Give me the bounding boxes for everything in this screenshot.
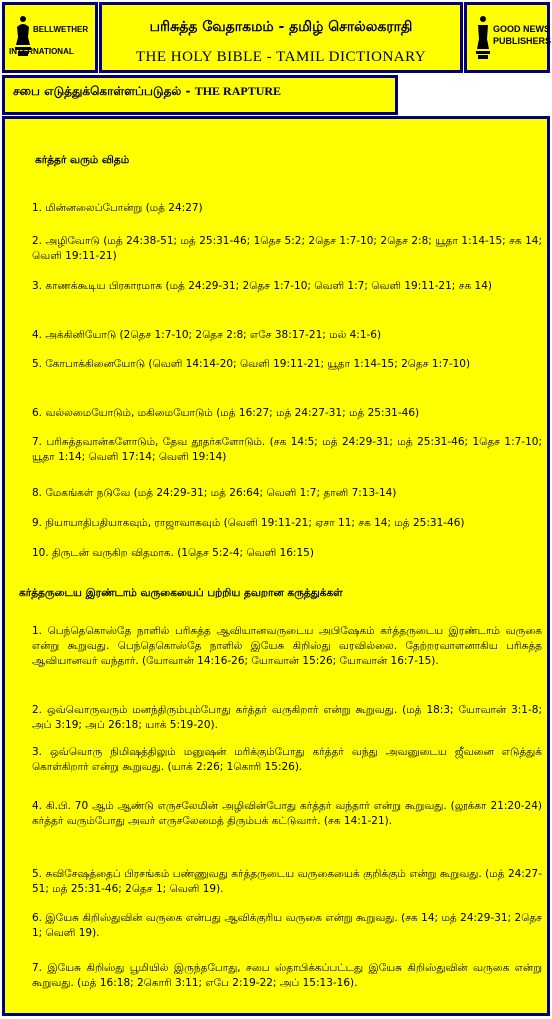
list-item: 7. இயேசு கிறிஸ்து பூமியில் இருந்தபோது, சபை ஸ்தாபிக்கப்பட்டது இயேசு கிறிஸ்துவின் வருகை என்று கூறுவது. (மத் 16:18; 2கொரி 3:11; எபே 2:19-22; அப் 15:13-16). — [32, 962, 542, 989]
left-logo-panel — [2, 2, 98, 73]
topic-english: THE RAPTURE — [194, 84, 282, 98]
title-panel — [99, 2, 463, 73]
list-item: 3. காணக்கூடிய பிரகாரமாக (மத் 24:29-31; 2தெச 1:7-10; வெளி 1:7; வெளி 19:11-21; சக 14) — [32, 280, 492, 292]
list-item: 1. மின்னலைப்போன்று (மத் 24:27) — [32, 202, 203, 214]
list-item: 2. அழிவோடு (மத் 24:38-51; மத் 25:31-46; 1தெச 5:2; 2தெச 1:7-10; 2தெச 2:8; யூதா 1:14-15; சக 14; வெளி 19:11-21) — [32, 235, 542, 262]
right-logo-line2: PUBLISHERS — [493, 36, 552, 46]
list-item: 3. ஒவ்வொரு நிமிஷத்திலும் மனுஷன் மரிக்கும்போது கர்த்தர் வந்து அவனுடைய ஜீவனை எடுத்துக் கொள்கிறார் என்று கூறுவது. (யாக் 2:26; 1கொரி 15:26). — [32, 746, 542, 773]
list-item: 1. பெந்தெகொஸ்தே நாளில் பரிசுத்த ஆவியானவருடைய அபிஷேகம் கர்த்தருடைய இரண்டாம் வருகை என்று கூறுவது. பெந்தெகொஸ்தே நாளில் இயேசு கிறிஸ்து வரவில்லை. தேற்றரவாளனாகிய பரிசுத்த ஆவியானவர் வந்தார். (யோவான் 14:16-26; யோவான் 15:26; யோவான் 16:7-15). — [32, 625, 542, 667]
title-tamil: பரிசுத்த வேதாகமம் - தமிழ் சொல்லகராதி — [149, 19, 413, 35]
list-item: 6. இயேசு கிறிஸ்துவின் வருகை என்பது ஆவிக்குரிய வருகை என்று கூறுவது. (சக 14; மத் 24:29-31; 2தெச 1; வெளி 19). — [32, 912, 542, 939]
left-logo-line1: BELLWETHER — [33, 25, 89, 34]
list-item: 5. கோபாக்கினையோடு (வெளி 14:14-20; வெளி 19:11-21; யூதா 1:14-15; 2தெச 1:7-10) — [32, 358, 471, 370]
list-item: 8. மேகங்கள் நடுவே (மத் 24:29-31; மத் 26:64; வெளி 1:7; தானி 7:13-14) — [32, 487, 397, 499]
list-item: 6. வல்லமையோடும், மகிமையோடும் (மத் 16:27; மத் 24:27-31; மத் 25:31-46) — [32, 407, 420, 419]
section1-title: கர்த்தர் வரும் விதம் — [35, 154, 130, 166]
list-item: 10. திருடன் வருகிற விதமாக. (1தெச 5:2-4; வெளி 16:15) — [32, 547, 314, 559]
list-item: 4. அக்கினியோடு (2தெச 1:7-10; 2தெச 2:8; எசே 38:17-21; மல் 4:1-6) — [32, 329, 382, 341]
list-item: 4. கி.பி. 70 ஆம் ஆண்டு எருசலேமின் அழிவின்போது கர்த்தர் வந்தார் என்று கூறுவது. (லூக்கா 21:20-24) கர்த்தர் வரும்போது அவர் எருசலேமைத் திரும்பக் கட்டுவார். (சக 14:1-21). — [32, 800, 542, 827]
topic-panel — [2, 75, 398, 115]
right-logo-line1: GOOD NEWS — [493, 24, 551, 34]
right-logo-panel — [464, 2, 550, 73]
section2-title: கர்த்தருடைய இரண்டாம் வருகையைப் பற்றிய தவறான கருத்துக்கள் — [19, 587, 343, 599]
title-english: THE HOLY BIBLE - TAMIL DICTIONARY — [135, 49, 427, 65]
list-item: 9. நியாயாதிபதியாகவும், ராஜாவாகவும் (வெளி 19:11-21; ஏசா 11; சக 14; மத் 25:31-46) — [32, 517, 465, 529]
list-item: 5. சுவிசேஷத்தைப் பிரசங்கம் பண்ணுவது கர்த்தருடைய வருகையைக் குறிக்கும் என்று கூறுவது. (மத் 24:27-51; மத் 25:31-46; 2தெச 1; வெளி 19). — [32, 868, 542, 895]
left-logo-line2: INTERNATIONAL — [9, 47, 74, 56]
content-panel — [2, 116, 550, 1016]
good-news-logo-icon — [475, 15, 491, 59]
topic-title — [13, 84, 281, 100]
list-item: 7. பரிசுத்தவான்களோடும், தேவ தூதர்களோடும். (சக 14:5; மத் 24:29-31; மத் 25:31-46; 1தெச 1:7-10; யூதா 1:14; வெளி 17:14; வெளி 19:14) — [32, 436, 542, 463]
topic-tamil: சபை எடுத்துக்கொள்ளப்படுதல் - — [13, 84, 191, 98]
list-item: 2. ஒவ்வொருவரும் மனந்திரும்பும்போது கர்த்தர் வருகிறார் என்று கூறுவது. (மத் 18:3; யோவான் 3:1-8; அப் 3:19; அப் 26:18; யாக் 5:19-20). — [32, 704, 542, 731]
